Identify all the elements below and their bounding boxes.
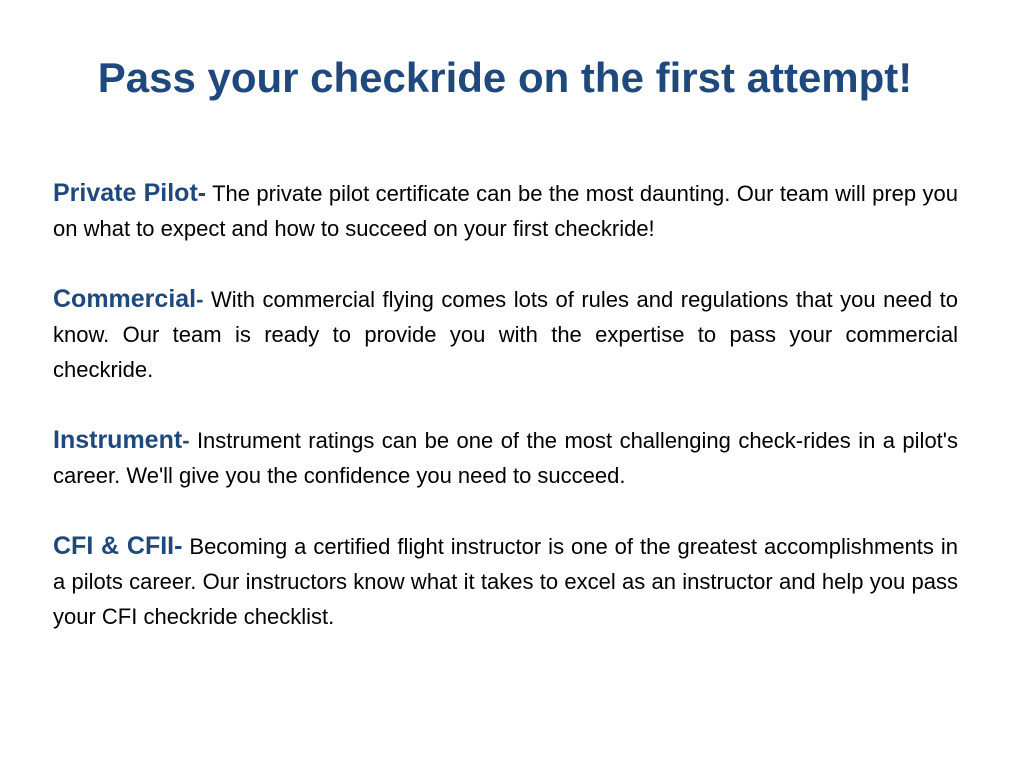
section-text: Becoming a certified flight instructor is one of the greatest accomplishments in a pilots career. Our instructors know what it takes to excel as an instructor and help you pass your CFI checkride checklist. — [53, 534, 958, 629]
section-heading: Commercial — [53, 285, 197, 313]
section-heading: CFI & CFII- — [53, 532, 183, 560]
section-text: Instrument ratings can be one of the most challenging check-rides in a pilot's career. We'll give you the confidence you need to succeed. — [53, 428, 958, 488]
section-dash: - — [182, 428, 190, 453]
section-cfi-cfii — [53, 529, 958, 634]
section-instrument — [53, 423, 958, 493]
slide-body — [53, 176, 958, 670]
section-commercial — [53, 282, 958, 387]
section-dash: - — [196, 287, 204, 312]
slide-title: Pass your checkride on the first attempt! — [97, 54, 913, 101]
section-private-pilot — [53, 176, 958, 246]
section-heading: Private Pilot- — [53, 179, 207, 207]
section-text: The private pilot certificate can be the most daunting. Our team will prep you on what to expect and how to succeed on your first checkride! — [53, 181, 958, 241]
section-text: With commercial flying comes lots of rules and regulations that you need to know. Our team is ready to provide you with the expertise to pass your commercial checkride. — [53, 287, 958, 382]
section-heading: Instrument — [53, 426, 183, 454]
